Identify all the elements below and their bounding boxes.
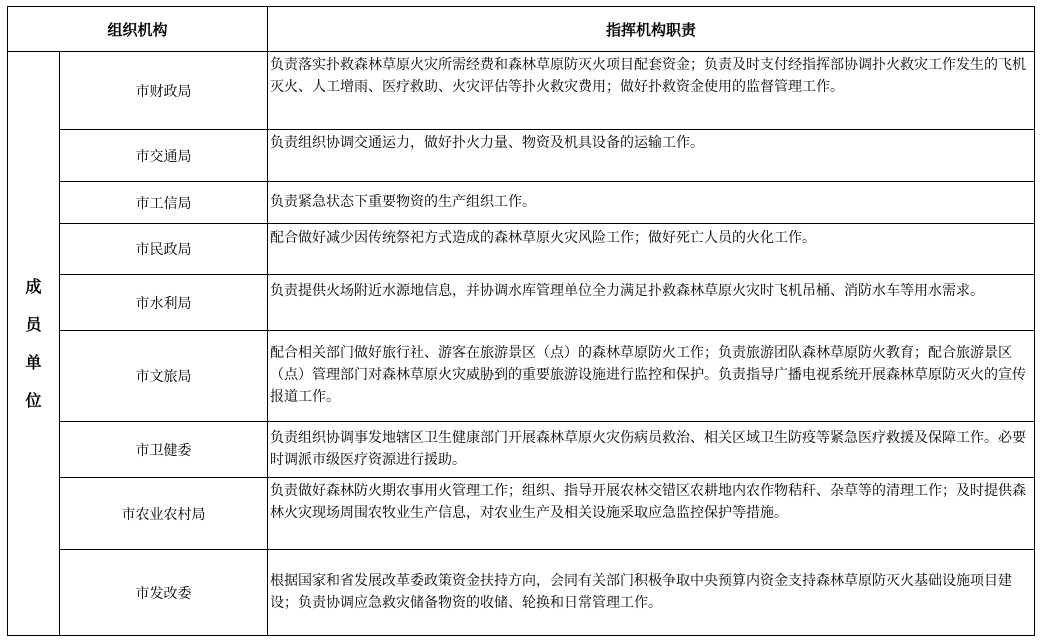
org-name: 市民政局 bbox=[60, 224, 268, 275]
org-duty: 负责提供火场附近水源地信息，并协调水库管理单位全力满足扑救森林草原火灾时飞机吊桶、消防水车等用水需求。 bbox=[268, 275, 1035, 331]
org-name: 市发改委 bbox=[60, 550, 268, 636]
org-duty: 配合做好减少因传统祭祀方式造成的森林草原火灾风险工作；做好死亡人员的火化工作。 bbox=[268, 224, 1035, 275]
duty-table bbox=[7, 6, 1035, 636]
org-name: 市文旅局 bbox=[60, 331, 268, 422]
org-name: 市卫健委 bbox=[60, 422, 268, 478]
org-name: 市农业农村局 bbox=[60, 478, 268, 550]
member-unit-char: 成 bbox=[25, 276, 42, 296]
table-row bbox=[8, 182, 1035, 224]
member-unit-char: 单 bbox=[25, 352, 42, 372]
table-row bbox=[8, 478, 1035, 550]
org-duty: 负责落实扑救森林草原火灾所需经费和森林草原防灭火项目配套资金；负责及时支付经指挥部协调扑火救灾工作发生的飞机灭火、人工增雨、医疗救助、火灾评估等扑火救灾费用；做好扑救资金使用的监督管理工作。 bbox=[268, 52, 1035, 130]
member-unit-char: 位 bbox=[25, 390, 42, 410]
org-duty: 负责组织协调事发地辖区卫生健康部门开展森林草原火灾伤病员救治、相关区域卫生防疫等紧急医疗救援及保障工作。必要时调派市级医疗资源进行援助。 bbox=[268, 422, 1035, 478]
table-row bbox=[8, 52, 1035, 130]
org-name: 市水利局 bbox=[60, 275, 268, 331]
table-row bbox=[8, 422, 1035, 478]
org-duty: 负责组织协调交通运力，做好扑火力量、物资及机具设备的运输工作。 bbox=[268, 130, 1035, 182]
table-row bbox=[8, 331, 1035, 422]
org-name: 市工信局 bbox=[60, 182, 268, 224]
member-unit-label bbox=[8, 52, 60, 636]
header-duty: 指挥机构职责 bbox=[268, 7, 1035, 52]
member-unit-char: 员 bbox=[25, 314, 42, 334]
table-row bbox=[8, 275, 1035, 331]
org-name: 市财政局 bbox=[60, 52, 268, 130]
org-name: 市交通局 bbox=[60, 130, 268, 182]
table-row bbox=[8, 130, 1035, 182]
org-duty: 配合相关部门做好旅行社、游客在旅游景区（点）的森林草原防火工作；负责旅游团队森林草原防火教育；配合旅游景区（点）管理部门对森林草原火灾威胁到的重要旅游设施进行监控和保护。负责指导广播电视系统开展森林草原防灭火的宣传报道工作。 bbox=[268, 331, 1035, 422]
org-duty: 根据国家和省发展改革委政策资金扶持方向，会同有关部门积极争取中央预算内资金支持森林草原防灭火基础设施项目建设；负责协调应急救灾储备物资的收储、轮换和日常管理工作。 bbox=[268, 550, 1035, 636]
org-duty: 负责紧急状态下重要物资的生产组织工作。 bbox=[268, 182, 1035, 224]
header-row bbox=[8, 7, 1035, 52]
table-row bbox=[8, 550, 1035, 636]
table-row bbox=[8, 224, 1035, 275]
org-duty: 负责做好森林防火期农事用火管理工作；组织、指导开展农林交错区农耕地内农作物秸秆、杂草等的清理工作；及时提供森林火灾现场周围农牧业生产信息，对农业生产及相关设施采取应急监控保护等措施。 bbox=[268, 478, 1035, 550]
header-org: 组织机构 bbox=[8, 7, 268, 52]
